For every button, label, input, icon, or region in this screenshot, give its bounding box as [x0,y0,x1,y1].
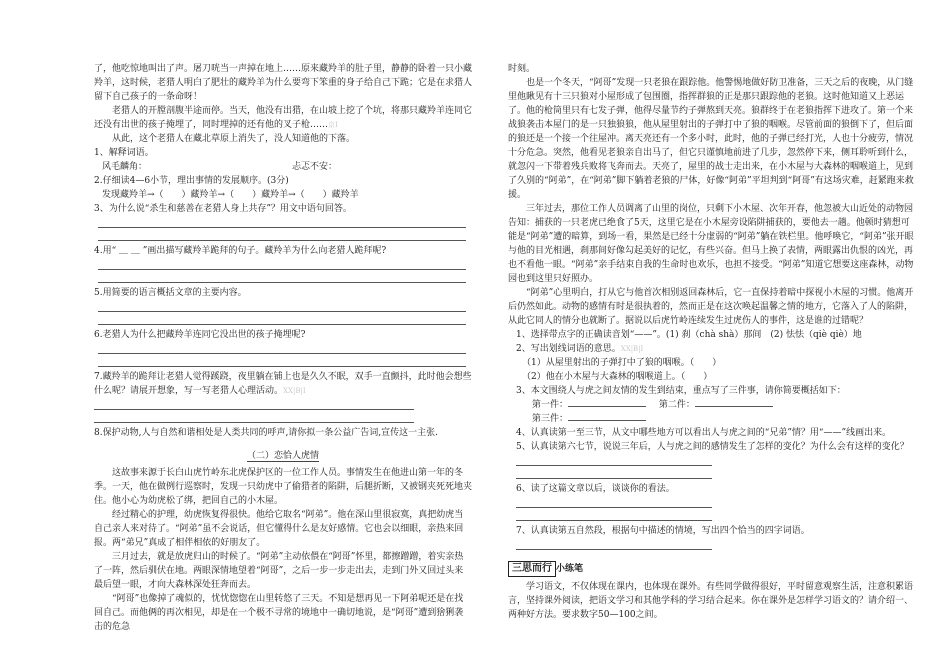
question-5: 5.用简要的语言概括文章的主要内容。 [94,288,247,298]
fill-label: 第三件： [532,414,569,424]
term-b: 忐忑不安： [292,162,338,172]
answer-line[interactable] [98,273,466,283]
question-4: 4.用“ ＿ ＿ ”画出描写藏羚羊跪拜的句子。藏羚羊为什么向老猎人跪拜呢? [94,246,387,256]
passage-paragraph: 经过精心的护理，幼虎恢复得很快。他给它取名“阿弟”。他在深山里很寂寞，真把幼虎当自己亲人来对待了。“阿弟”虽不会说话，但它懂得什么是友好感情。它也会以细眼，亲热来回报。两“弟兄”真成了相伴相依的好朋友了。 [94,510,464,548]
fill-label: 第二件： [658,400,695,410]
passage-paragraph: 了，他吃惊地叫出了声。屠刀咣当一声掉在地上……原来藏羚羊的肚子里，静静的卧着一只小藏羚羊，这时候，老猎人明白了肥壮的藏羚羊为什么要弯下笨重的身子给自己下跪；它是在求猎人留下自己孩子的一条命呀！ [94,64,473,102]
passage-paragraph: “阿哥”也像掉了魂似的，忧忧惚惚在山里转悠了三天。不知是想再见一下阿弟呢还是在找回自己。而他俩的再次相见，却是在一个极不寻常的境地中一确切地说，是“阿哥”遭到猞猁袭击的危急 [94,594,464,632]
passage-paragraph: 三年过去，那位工作人员调离了山里的岗位，只剩下小木屋、次年开春，他忽被大山近处的动物园告知：捕获的一只老虎已绝食了5天，这里它是在小木屋旁设陷阱捕获的，要他去一趟。他顿时猜想可能是“阿弟”遭的暗算，到场一看，果然是已经十分虚弱的“阿弟”躺在铁栏里。他呼唤它，“阿弟”张开眼与他的目光相遇，刹那间好像勾起美好的记忆，有些兴奋。但马上换了表情，两眼露出仇恨的凶光，再也不看他一眼。“阿弟”亲手结束自我的生命时也欢乐，也担不接受。“阿弟”知道它想要这座森林，动物园也到这里只好照办。 [508,204,914,284]
right-question-3-fill [508,412,916,426]
passage-paragraph: 也是一个冬天，“阿哥”发现一只老狼在跟踪他。他警惕地做好防卫准备，三天之后的夜晚，从门缝里他瞅见有十三只狼对小屋形成了包围圈，指挥群狼的正是那只跟踪他的老狼。这时他知道又上恶运了。他的枪筒里只有七发子弹，他得尽量节约子弹熬到天亮。狼群终于在老狼指挥下进攻了。第一个来战狼袭击本屋门的是一只独狼狼，他从屋里射出的子弹打中了狼的咽喉。尽管前面的狼倒下了，但后面的狼还是一个接一个往屋冲。离天亮还有一个多小时，此时，他的子弹已经打光，人也十分疲劳，情况十分危急。突然，他看见老狼亲自出马了，但它只谨慎地前进了几步，忽然停下来，侧耳聆听到什么，就忽闪一下带着残兵败将飞奔而去。天亮了，屋里的战士走出来，在小木屋与大森林的咽喉道上，见到了久别的“阿弟”，在“阿弟”脚下躺着老狼的尸体，好像“阿弟”平坦判到“阿哥”有这场灾难，赶紧跑来救援。 [508,78,914,200]
practice-text: 学习语文，不仅体现在课内，也体现在课外。有些同学做得很好，平时留意观察生活，注意积累语言，坚持课外阅读，把语文学习和其他学科的学习结合起来。你在课外是怎样学习语文的？请介绍一、两种好方法。要求数字50—100之间。 [508,582,914,620]
right-question-3-fill [508,398,916,412]
answer-line[interactable] [516,511,712,521]
answer-line[interactable] [94,413,414,423]
right-question-5: 5、认真读第六七节，说说三年后，人与虎之间的感情发生了怎样的变化？为什么会有这样的变化？ [516,442,909,452]
right-question-2 [508,342,916,356]
answer-line[interactable] [516,469,712,479]
left-column [94,62,472,634]
passage-paragraph: “阿弟”心里明白，打从它与他首次相别返回森林后，它一直保持着暗中探视小木屋的习惯。他离开后仍然如此。动物的感情有时是很执着的，然而正是在这次唤起温馨之情的地方，它落入了人的陷阱，从此它同人的情分也就断了。据说以后虎竹岭连续发生过虎伤人的事件，这是谁的过错呢？ [508,288,914,326]
answer-line[interactable] [516,540,712,550]
answer-line[interactable] [98,260,466,270]
right-question-4: 4、认真读第一至三节，从文中哪些地方可以看出人与虎之间的“兄弟”情？用“——”线画出来。 [516,428,892,438]
answer-line[interactable] [98,302,466,312]
fill-blank[interactable] [568,406,646,407]
spacer [94,440,472,446]
practice-box-suffix: 小练笔 [556,564,584,574]
answer-line[interactable] [98,231,466,241]
question-7-text: 7.藏羚羊的跪拜让老猎人觉得蹊跷，夜里躺在铺上也是久久不眠，双手一直颤抖，此时他会想些什么呢？请展开想象，写一写老猎人心理活动。 [94,372,472,396]
question-1: 1、解释词语。 [94,148,154,158]
question-2: 2.仔细读4—6小节，理出事情的发展顺序。(3分) [94,176,289,186]
answer-line[interactable] [516,456,712,466]
answer-line[interactable] [98,357,466,367]
right-question-3: 3、本文围绕人与虎之间友情的发生到结束，重点写了三件事，请你简要概括如下： [516,386,846,396]
question-3: 3、为什么说“杀生和慈善在老猎人身上共存”？用文中语句回答。 [94,204,352,214]
practice-box-title: 三思而行 [508,561,556,577]
fill-label: 第一件： [532,400,569,410]
right-question-1: 1、选择带点字的正确读音划“——”。(1) 刹（chà shà）那间 (2) 怯怯（qiè qiè）地 [516,330,862,340]
passage-paragraph: 三月过去，就是放虎归山的时候了。“阿弟”主动依偎在“阿哥”怀里，都擦蹭蹭，着实亲热了一阵，然后驯伏在地。两眼深情地望着“阿哥”，之后一步一步走出去，走到门外又回过头来最后望一眼，才向大森林深处狂奔而去。 [94,552,464,590]
right-question-7: 7、认真读第五自然段，根据句中描述的情境，写出四个恰当的四字词语。 [516,526,810,536]
passage-paragraph: 时刻。 [508,64,536,74]
right-question-6: 6、读了这篇文章以后，谈谈你的看法。 [516,484,675,494]
passage-paragraph: 这故事来源于长白山虎竹岭东北虎保护区的一位工作人员。事情发生在他进山第一年的冬季。一天，他在做例行巡察时，发现一只幼虎中了偷猎者的陷阱，后腿折断，又被钢夹死死地夹住。他小心为幼虎松了绑，把回自己的小木屋。 [94,468,473,506]
right-column [508,62,916,622]
question-1-terms [94,160,472,174]
passage-text: 老猎人的开膛剖腹半途而停。当天，他没有出猎，在山坡上挖了个坑，将那只藏羚羊连同它还没有出世的孩子掩埋了，同时埋掉的还有他的叉子枪…… [94,106,473,130]
right-question-2-item: （1）从屋里射出的子弹打中了狼的咽喉。（ ） [522,358,722,368]
question-2-sequence: 发现藏羚羊→（ ）藏羚羊→（ ）藏羚羊→（ ）藏羚羊 [102,190,359,200]
right-question-2-text: 2、写出划线词语的意思。 [516,344,621,354]
watermark-text: 京I [328,121,338,129]
right-question-2-item: （2）他在小木屋与大森林的咽喉道上。（ ） [522,372,713,382]
watermark-text: XX|B|I [283,387,306,395]
question-6: 6.老猎人为什么把藏羚羊连同它没出世的孩子掩埋呢? [94,330,306,340]
fill-blank[interactable] [568,420,646,421]
fill-blank[interactable] [695,406,773,407]
watermark-text: XX|B|I [620,345,644,353]
answer-line[interactable] [516,498,712,508]
question-7 [94,370,472,398]
question-8: 8.保护动物,人与自然和谐相处是人类共同的呼声,请你拟一条公益广告词,宣传这一主张. [94,428,439,438]
answer-line[interactable] [98,344,466,354]
term-a: 风毛麟角： [102,162,148,172]
passage-paragraph [94,104,472,132]
answer-line[interactable] [98,315,466,325]
practice-box-header [508,553,916,580]
passage-paragraph: 从此，这个老猎人在藏北草原上消失了，没人知道他的下落。 [112,134,356,144]
answer-line[interactable] [94,400,414,410]
section-2-title-text: （二）恋恰人虎情 [246,451,319,461]
section-2-title [94,449,472,463]
answer-line[interactable] [98,218,466,228]
